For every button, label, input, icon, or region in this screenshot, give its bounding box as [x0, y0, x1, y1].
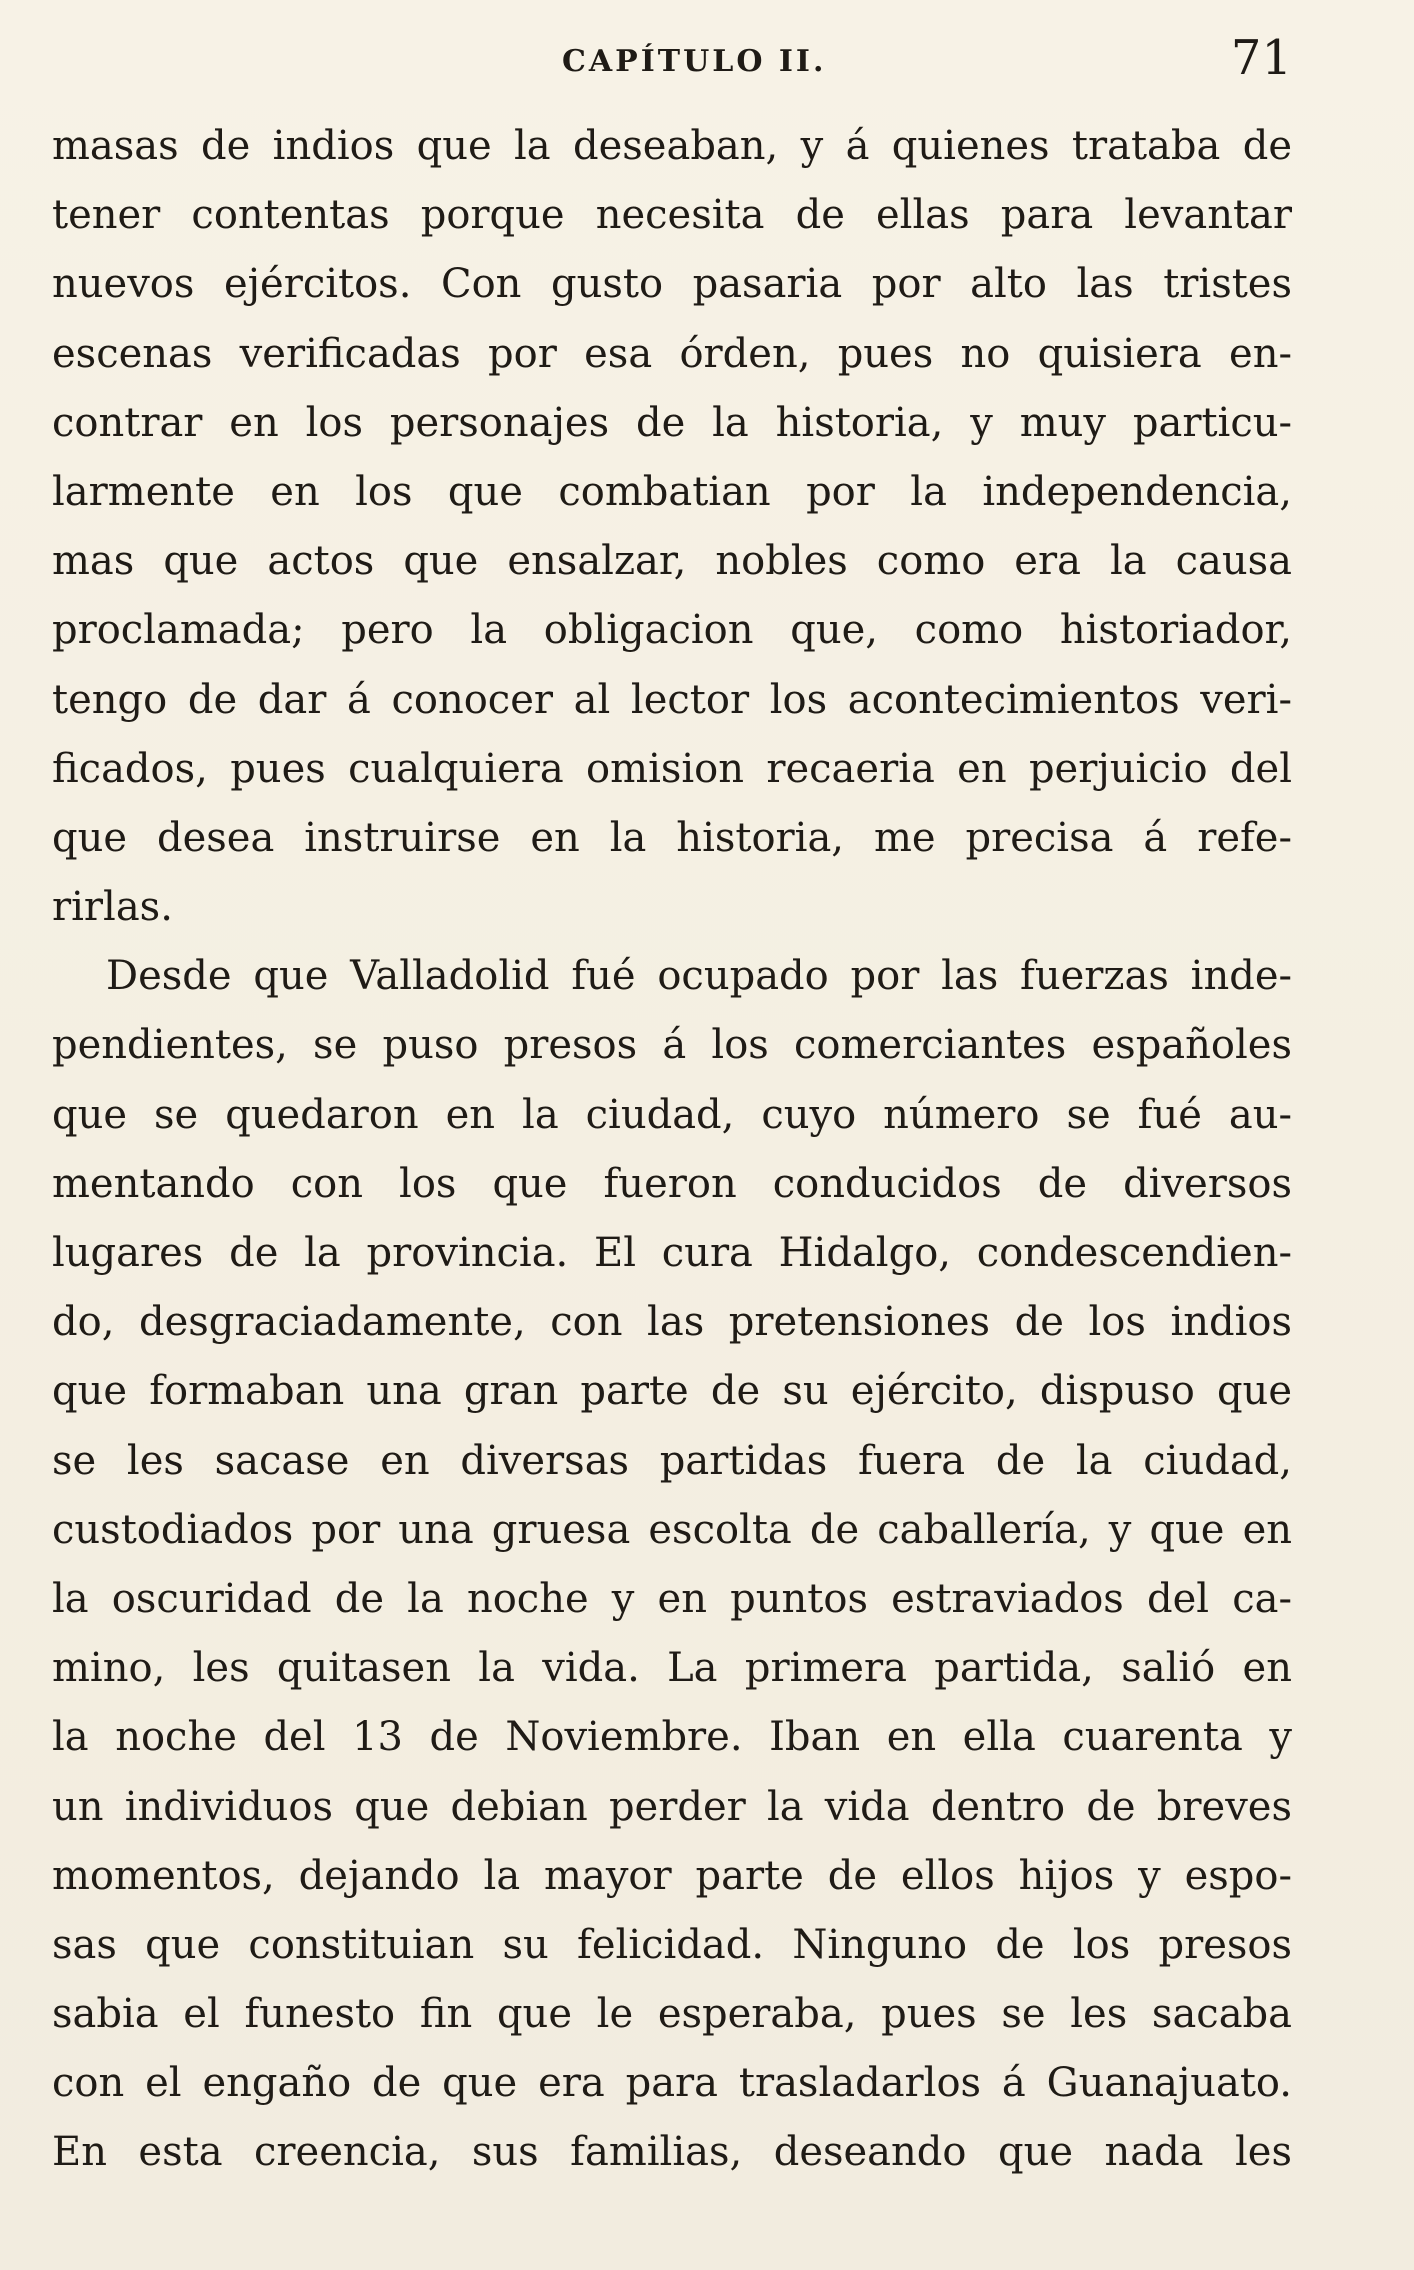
- text-line: mas que actos que ensalzar, nobles como era la causa: [52, 538, 1292, 585]
- text-line: la oscuridad de la noche y en puntos estraviados del ca-: [52, 1575, 1292, 1622]
- text-line: la noche del 13 de Noviembre. Iban en ella cuarenta y: [52, 1714, 1292, 1761]
- text-line: pendientes, se puso presos á los comerciantes españoles: [52, 1022, 1292, 1069]
- running-head: [52, 30, 1292, 100]
- text-line: tener contentas porque necesita de ellas para levantar: [52, 192, 1292, 239]
- text-line: mino, les quitasen la vida. La primera partida, salió en: [52, 1645, 1292, 1692]
- text-line: masas de indios que la deseaban, y á quienes trataba de: [52, 123, 1292, 169]
- chapter-heading: CAPÍTULO II.: [562, 44, 827, 79]
- body-text: [52, 112, 1292, 2188]
- text-line: momentos, dejando la mayor parte de ellos hijos y espo-: [52, 1852, 1292, 1899]
- text-line: un individuos que debian perder la vida dentro de breves: [52, 1783, 1292, 1830]
- text-line: En esta creencia, sus familias, deseando que nada les: [52, 2129, 1292, 2176]
- text-line: que se quedaron en la ciudad, cuyo número se fué au-: [52, 1091, 1292, 1138]
- text-line: mentando con los que fueron conducidos de diversos: [52, 1160, 1292, 1207]
- text-line: que desea instruirse en la historia, me precisa á refe-: [52, 814, 1292, 861]
- text-line: proclamada; pero la obligacion que, como historiador,: [52, 607, 1292, 654]
- text-line: escenas verificadas por esa órden, pues no quisiera en-: [52, 330, 1292, 377]
- text-line: sas que constituian su felicidad. Ninguno de los presos: [52, 1921, 1292, 1968]
- text-line: sabia el funesto fin que le esperaba, pues se les sacaba: [52, 1991, 1292, 2038]
- page-number: 71: [1230, 30, 1292, 86]
- text-line: se les sacase en diversas partidas fuera de la ciudad,: [52, 1437, 1292, 1484]
- text-line: ficados, pues cualquiera omision recaeria en perjuicio del: [52, 745, 1292, 792]
- text-line: lugares de la provincia. El cura Hidalgo, condescendien-: [52, 1230, 1292, 1276]
- text-line: do, desgraciadamente, con las pretensiones de los indios: [52, 1299, 1292, 1346]
- text-line: con el engaño de que era para trasladarlos á Guanajuato.: [52, 2060, 1292, 2107]
- text-line: contrar en los personajes de la historia, y muy particu-: [52, 399, 1292, 446]
- text-line: larmente en los que combatian por la independencia,: [52, 468, 1292, 515]
- text-line: tengo de dar á conocer al lector los acontecimientos veri-: [52, 676, 1292, 723]
- text-line: que formaban una gran parte de su ejército, dispuso que: [52, 1368, 1292, 1415]
- paragraph-end-line: rirlas.: [52, 884, 173, 931]
- text-line: nuevos ejércitos. Con gusto pasaria por alto las tristes: [52, 261, 1292, 308]
- text-line: custodiados por una gruesa escolta de caballería, y que en: [52, 1506, 1292, 1553]
- paragraph-first-line: Desde que Valladolid fué ocupado por las fuerzas inde-: [106, 953, 1292, 1000]
